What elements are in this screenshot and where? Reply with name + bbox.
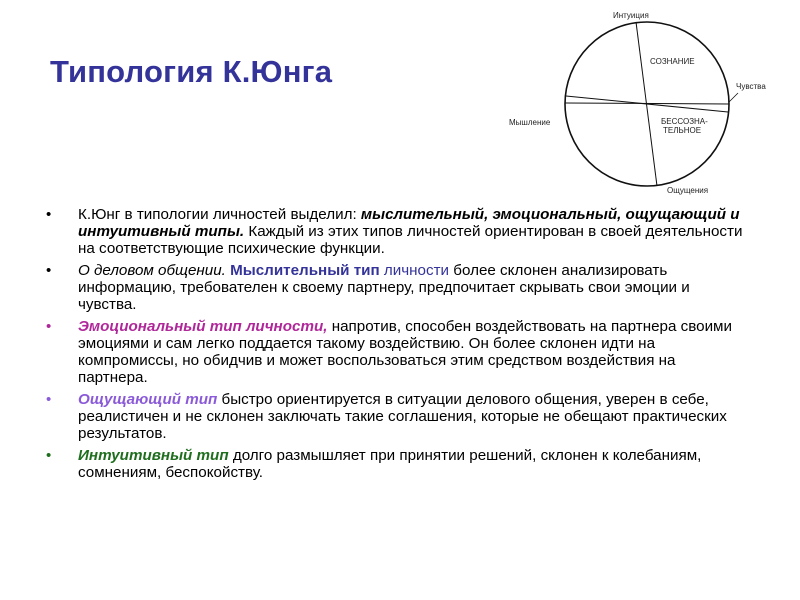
- label-feeling: Чувства: [736, 82, 766, 91]
- jung-typology-diagram: [500, 0, 800, 200]
- feeling-pointer: [729, 93, 738, 102]
- label-intuition: Интуиция: [613, 11, 649, 20]
- bullet-emphasis: Ощущающий тип: [78, 391, 218, 408]
- bullet-item-1: [46, 206, 746, 257]
- bullet-text: долго размышляет при принятии решений, склонен к колебаниям, сомнениям, беспокойству.: [78, 447, 702, 481]
- bullet-text: быстро ориентируется в ситуации делового общения, уверен в себе, реалистичен и не склонен заключать такие соглашения, которые не обещают практических результатов.: [78, 391, 727, 442]
- bullet-item-5: [46, 447, 746, 481]
- label-sensation: Ощущения: [667, 186, 709, 195]
- label-unconscious-1: БЕССОЗНА-: [661, 117, 708, 126]
- bullet-marker: •: [46, 391, 52, 408]
- label-thinking: Мышление: [509, 118, 551, 127]
- bullet-emphasis: Мыслительный тип: [230, 262, 380, 279]
- bullet-list: [46, 206, 746, 486]
- bullet-item-2: [46, 262, 746, 313]
- bullet-emphasis: мыслительный, эмоциональный, ощущающий и интуитивный типы.: [78, 206, 740, 240]
- bullet-text: О деловом общении.: [78, 262, 231, 279]
- label-unconscious-2: ТЕЛЬНОЕ: [663, 126, 702, 135]
- page-title: Типология К.Юнга: [50, 54, 333, 89]
- bullet-text: К.Юнг в типологии личностей выделил:: [78, 206, 361, 223]
- bullet-marker: •: [46, 262, 52, 279]
- label-conscious: СОЗНАНИЕ: [650, 57, 695, 66]
- bullet-text: напротив, способен воздействовать на партнера своими эмоциями и сам легко поддается такому воздействию. Он более склонен идти на компромиссы, но обидчив и может воспользоваться этим средством воздействия на партнера.: [78, 318, 732, 386]
- bullet-emphasis: Интуитивный тип: [78, 447, 229, 464]
- bullet-text: более склонен анализировать информацию, требователен к своему партнеру, предпочитает скрывать свои эмоции и чувства.: [78, 262, 690, 313]
- bullet-emphasis: личности: [379, 262, 450, 279]
- bullet-marker: •: [46, 318, 52, 335]
- bullet-marker: •: [46, 447, 52, 464]
- bullet-item-3: [46, 318, 746, 386]
- bullet-emphasis: Эмоциональный тип личности,: [78, 318, 328, 335]
- bullet-marker: •: [46, 206, 52, 223]
- bullet-text: Каждый из этих типов личностей ориентирован в своей деятельности на соответствующие психические функции.: [78, 223, 743, 257]
- bullet-item-4: [46, 391, 746, 442]
